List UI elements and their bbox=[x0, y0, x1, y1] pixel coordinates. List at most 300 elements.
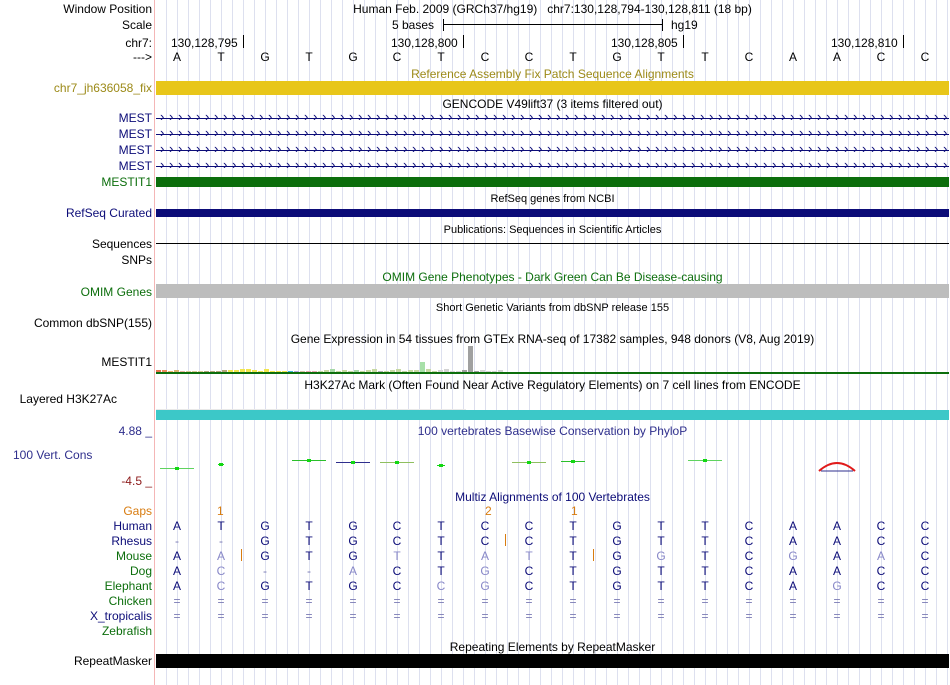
strand-chevron: › bbox=[844, 109, 849, 124]
aligned-base: C bbox=[392, 564, 402, 578]
strand-chevron: › bbox=[511, 125, 516, 140]
strand-chevron: › bbox=[286, 141, 291, 156]
strand-chevron: › bbox=[385, 125, 390, 140]
aligned-base: G bbox=[348, 549, 358, 563]
gencode-label[interactable]: MEST bbox=[118, 159, 152, 173]
aligned-base: C bbox=[392, 534, 402, 548]
aligned-base: G bbox=[348, 534, 358, 548]
strand-chevron: › bbox=[169, 125, 174, 140]
aligned-base: A bbox=[832, 549, 841, 563]
strand-chevron: › bbox=[439, 157, 444, 172]
strand-chevron: › bbox=[574, 109, 579, 124]
gtex-tissue-bar[interactable] bbox=[468, 346, 473, 372]
strand-chevron: › bbox=[358, 141, 363, 156]
strand-chevron: › bbox=[331, 157, 336, 172]
position-tick bbox=[243, 35, 244, 48]
h3k27ac-signal-top bbox=[156, 409, 466, 410]
strand-chevron: › bbox=[565, 109, 570, 124]
strand-chevron: › bbox=[259, 109, 264, 124]
aligned-base: = bbox=[481, 609, 489, 623]
aligned-base: = bbox=[657, 609, 665, 623]
strand-chevron: › bbox=[898, 109, 903, 124]
strand-chevron: › bbox=[412, 141, 417, 156]
strand-chevron: › bbox=[934, 125, 939, 140]
strand-chevron: › bbox=[322, 125, 327, 140]
strand-chevron: › bbox=[682, 141, 687, 156]
strand-chevron: › bbox=[205, 109, 210, 124]
strand-chevron: › bbox=[691, 109, 696, 124]
strand-chevron: › bbox=[160, 109, 165, 124]
aligned-base: = bbox=[173, 609, 181, 623]
strand-chevron: › bbox=[502, 141, 507, 156]
strand-chevron: › bbox=[790, 109, 795, 124]
strand-chevron: › bbox=[925, 141, 930, 156]
strand-chevron: › bbox=[556, 141, 561, 156]
strand-chevron: › bbox=[628, 141, 633, 156]
strand-chevron: › bbox=[754, 157, 759, 172]
strand-chevron: › bbox=[916, 157, 921, 172]
aligned-base: C bbox=[744, 564, 754, 578]
conservation-score-dot bbox=[527, 461, 531, 464]
species-label[interactable]: Mouse bbox=[115, 549, 152, 563]
fix-patch-label[interactable]: chr7_jh636058_fix bbox=[53, 81, 152, 95]
strand-chevron: › bbox=[817, 141, 822, 156]
scale-text: 5 bases bbox=[392, 18, 435, 32]
strand-chevron: › bbox=[520, 141, 525, 156]
species-label[interactable]: Elephant bbox=[104, 579, 152, 593]
strand-chevron: › bbox=[160, 157, 165, 172]
strand-chevron: › bbox=[664, 157, 669, 172]
strand-chevron: › bbox=[799, 141, 804, 156]
strand-chevron: › bbox=[727, 125, 732, 140]
strand-chevron: › bbox=[889, 141, 894, 156]
refseq-feature[interactable] bbox=[156, 209, 949, 217]
strand-chevron: › bbox=[223, 125, 228, 140]
gencode-label[interactable]: MEST bbox=[118, 143, 152, 157]
strand-chevron: › bbox=[421, 125, 426, 140]
strand-chevron: › bbox=[781, 109, 786, 124]
conservation-score-dot bbox=[351, 461, 355, 464]
strand-chevron: › bbox=[844, 125, 849, 140]
gencode-label[interactable]: MEST bbox=[118, 111, 152, 125]
strand-chevron: › bbox=[466, 141, 471, 156]
conservation-negative-arch[interactable] bbox=[817, 459, 857, 475]
strand-chevron: › bbox=[628, 157, 633, 172]
strand-chevron: › bbox=[709, 109, 714, 124]
reference-base: A bbox=[172, 50, 181, 64]
repeatmasker-label[interactable]: RepeatMasker bbox=[73, 654, 152, 668]
aligned-base: = bbox=[349, 594, 357, 608]
strand-chevron: › bbox=[799, 109, 804, 124]
strand-chevron: › bbox=[772, 157, 777, 172]
insertion-marker[interactable] bbox=[241, 549, 242, 561]
strand-chevron: › bbox=[259, 141, 264, 156]
aligned-base: T bbox=[437, 519, 445, 533]
mestit1-feature[interactable] bbox=[156, 177, 949, 187]
strand-chevron: › bbox=[529, 109, 534, 124]
scale-bar-left-tick bbox=[443, 19, 444, 31]
aligned-base: = bbox=[261, 594, 269, 608]
strand-chevron: › bbox=[250, 109, 255, 124]
strand-chevron: › bbox=[412, 157, 417, 172]
strand-chevron: › bbox=[889, 125, 894, 140]
snps-label[interactable]: SNPs bbox=[121, 253, 152, 267]
strand-chevron: › bbox=[637, 157, 642, 172]
aligned-base: = bbox=[305, 594, 313, 608]
dbsnp-title: Short Genetic Variants from dbSNP release 155 bbox=[435, 302, 670, 314]
aligned-base: = bbox=[569, 609, 577, 623]
strand-chevron: › bbox=[808, 125, 813, 140]
omim-feature[interactable] bbox=[156, 284, 949, 298]
gap-count[interactable]: 1 bbox=[217, 504, 224, 518]
strand-chevron: › bbox=[367, 157, 372, 172]
strand-chevron: › bbox=[223, 141, 228, 156]
strand-chevron: › bbox=[466, 157, 471, 172]
aligned-base: C bbox=[876, 579, 886, 593]
h3k27ac-signal[interactable] bbox=[156, 410, 949, 420]
strand-chevron: › bbox=[745, 141, 750, 156]
strand-chevron: › bbox=[673, 109, 678, 124]
strand-chevron: › bbox=[214, 141, 219, 156]
strand-chevron: › bbox=[349, 109, 354, 124]
strand-chevron: › bbox=[403, 109, 408, 124]
strand-chevron: › bbox=[349, 125, 354, 140]
strand-chevron: › bbox=[538, 125, 543, 140]
reference-base: T bbox=[701, 50, 709, 64]
strand-chevron: › bbox=[538, 157, 543, 172]
publications-feature[interactable] bbox=[156, 243, 949, 244]
gtex-tissue-bar[interactable] bbox=[420, 362, 425, 372]
strand-chevron: › bbox=[547, 157, 552, 172]
strand-chevron: › bbox=[763, 125, 768, 140]
reference-base: T bbox=[657, 50, 665, 64]
strand-chevron: › bbox=[700, 157, 705, 172]
aligned-base: T bbox=[701, 534, 709, 548]
strand-chevron: › bbox=[466, 109, 471, 124]
window-position-text[interactable]: Human Feb. 2009 (GRCh37/hg19) chr7:130,128,794-130,128,811 (18 bp) bbox=[353, 2, 752, 16]
strand-chevron: › bbox=[286, 157, 291, 172]
reference-base: T bbox=[437, 50, 445, 64]
aligned-base: = bbox=[921, 609, 929, 623]
conservation-score-dot bbox=[395, 461, 399, 464]
fix-patch-title: Reference Assembly Fix Patch Sequence Alignments bbox=[411, 67, 694, 81]
aligned-base: = bbox=[921, 594, 929, 608]
strand-chevron: › bbox=[268, 109, 273, 124]
aligned-base: A bbox=[172, 549, 181, 563]
strand-chevron: › bbox=[385, 109, 390, 124]
strand-chevron: › bbox=[502, 157, 507, 172]
gtex-label[interactable]: MESTIT1 bbox=[101, 355, 152, 369]
strand-chevron: › bbox=[727, 141, 732, 156]
strand-chevron: › bbox=[862, 157, 867, 172]
strand-chevron: › bbox=[313, 157, 318, 172]
aligned-base: = bbox=[437, 609, 445, 623]
publications-title: Publications: Sequences in Scientific Articles bbox=[443, 224, 662, 236]
strand-chevron: › bbox=[655, 157, 660, 172]
strand-chevron: › bbox=[700, 109, 705, 124]
strand-chevron: › bbox=[826, 141, 831, 156]
strand-chevron: › bbox=[781, 157, 786, 172]
strand-chevron: › bbox=[880, 109, 885, 124]
strand-chevron: › bbox=[826, 125, 831, 140]
strand-chevron: › bbox=[160, 125, 165, 140]
species-label[interactable]: Chicken bbox=[108, 594, 152, 608]
aligned-base: = bbox=[437, 594, 445, 608]
strand-chevron: › bbox=[574, 125, 579, 140]
reference-base: A bbox=[832, 50, 841, 64]
strand-chevron: › bbox=[286, 109, 291, 124]
aligned-base: T bbox=[657, 519, 665, 533]
strand-chevron: › bbox=[538, 141, 543, 156]
reference-base: A bbox=[788, 50, 797, 64]
species-label[interactable]: X_tropicalis bbox=[89, 609, 152, 623]
strand-chevron: › bbox=[304, 141, 309, 156]
position-tick bbox=[683, 35, 684, 48]
conservation-label[interactable]: 100 Vert. Cons bbox=[13, 448, 93, 462]
position-tick-label: 130,128,805 bbox=[611, 36, 678, 50]
aligned-base: C bbox=[920, 549, 930, 563]
strand-chevron: › bbox=[601, 125, 606, 140]
strand-chevron: › bbox=[313, 141, 318, 156]
omim-label[interactable]: OMIM Genes bbox=[80, 285, 152, 299]
aligned-base: A bbox=[216, 549, 225, 563]
species-label[interactable]: Rhesus bbox=[111, 534, 152, 548]
aligned-base: = bbox=[701, 609, 709, 623]
aligned-base: G bbox=[260, 579, 270, 593]
strand-chevron: › bbox=[835, 109, 840, 124]
refseq-label[interactable]: RefSeq Curated bbox=[65, 206, 152, 220]
insertion-marker[interactable] bbox=[505, 534, 506, 546]
aligned-base: = bbox=[613, 594, 621, 608]
strand-chevron: › bbox=[322, 109, 327, 124]
strand-chevron: › bbox=[871, 125, 876, 140]
aligned-base: G bbox=[348, 579, 358, 593]
strand-chevron: › bbox=[205, 157, 210, 172]
conservation-score-dot bbox=[307, 459, 311, 462]
aligned-base: = bbox=[833, 609, 841, 623]
strand-chevron: › bbox=[358, 109, 363, 124]
aligned-base: = bbox=[569, 594, 577, 608]
strand-chevron: › bbox=[682, 157, 687, 172]
strand-chevron: › bbox=[358, 125, 363, 140]
h3k27ac-label[interactable]: Layered H3K27Ac bbox=[19, 392, 117, 406]
aligned-base: T bbox=[569, 519, 577, 533]
strand-chevron: › bbox=[295, 125, 300, 140]
strand-chevron: › bbox=[682, 109, 687, 124]
aligned-base: = bbox=[525, 609, 533, 623]
strand-chevron: › bbox=[817, 109, 822, 124]
strand-chevron: › bbox=[781, 141, 786, 156]
strand-chevron: › bbox=[547, 125, 552, 140]
strand-chevron: › bbox=[772, 141, 777, 156]
strand-chevron: › bbox=[367, 141, 372, 156]
strand-chevron: › bbox=[808, 157, 813, 172]
strand-chevron: › bbox=[340, 157, 345, 172]
mestit1-label[interactable]: MESTIT1 bbox=[101, 175, 152, 189]
strand-chevron: › bbox=[763, 141, 768, 156]
aligned-base: = bbox=[877, 609, 885, 623]
strand-chevron: › bbox=[223, 109, 228, 124]
gencode-label[interactable]: MEST bbox=[118, 127, 152, 141]
strand-chevron: › bbox=[277, 125, 282, 140]
strand-chevron: › bbox=[340, 141, 345, 156]
aligned-base: = bbox=[745, 594, 753, 608]
scale-label: Scale bbox=[121, 18, 152, 32]
strand-chevron: › bbox=[853, 109, 858, 124]
repeatmasker-title: Repeating Elements by RepeatMasker bbox=[449, 640, 656, 654]
strand-chevron: › bbox=[907, 141, 912, 156]
aligned-base: T bbox=[437, 534, 445, 548]
strand-chevron: › bbox=[898, 125, 903, 140]
strand-chevron: › bbox=[376, 125, 381, 140]
strand-chevron: › bbox=[646, 141, 651, 156]
gaps-label[interactable]: Gaps bbox=[123, 504, 152, 518]
strand-chevron: › bbox=[394, 157, 399, 172]
strand-chevron: › bbox=[268, 157, 273, 172]
strand-chevron: › bbox=[439, 109, 444, 124]
strand-chevron: › bbox=[394, 125, 399, 140]
strand-chevron: › bbox=[187, 125, 192, 140]
strand-chevron: › bbox=[304, 109, 309, 124]
position-tick-label: 130,128,795 bbox=[171, 36, 238, 50]
strand-chevron: › bbox=[799, 125, 804, 140]
strand-chevron: › bbox=[196, 157, 201, 172]
strand-chevron: › bbox=[529, 141, 534, 156]
aligned-base: A bbox=[788, 519, 797, 533]
strand-chevron: › bbox=[394, 109, 399, 124]
strand-chevron: › bbox=[214, 157, 219, 172]
strand-chevron: › bbox=[943, 109, 948, 124]
strand-chevron: › bbox=[691, 141, 696, 156]
reference-base: T bbox=[305, 50, 313, 64]
aligned-base: C bbox=[524, 519, 534, 533]
aligned-base: = bbox=[393, 609, 401, 623]
reference-base: C bbox=[920, 50, 930, 64]
reference-base: T bbox=[217, 50, 225, 64]
strand-chevron: › bbox=[484, 157, 489, 172]
strand-chevron: › bbox=[376, 157, 381, 172]
aligned-base: A bbox=[832, 564, 841, 578]
strand-chevron: › bbox=[880, 141, 885, 156]
aligned-base: T bbox=[701, 579, 709, 593]
strand-chevron: › bbox=[628, 125, 633, 140]
strand-chevron: › bbox=[196, 109, 201, 124]
species-label[interactable]: Dog bbox=[129, 564, 152, 578]
dbsnp-label[interactable]: Common dbSNP(155) bbox=[33, 316, 152, 330]
strand-chevron: › bbox=[727, 157, 732, 172]
aligned-base: C bbox=[480, 519, 490, 533]
species-label[interactable]: Human bbox=[113, 519, 152, 533]
strand-chevron: › bbox=[475, 109, 480, 124]
strand-chevron: › bbox=[700, 141, 705, 156]
publications-label[interactable]: Sequences bbox=[91, 237, 152, 251]
strand-chevron: › bbox=[178, 125, 183, 140]
strand-chevron: › bbox=[790, 157, 795, 172]
repeatmasker-feature[interactable] bbox=[156, 654, 949, 668]
strand-chevron: › bbox=[583, 125, 588, 140]
strand-chevron: › bbox=[241, 109, 246, 124]
strand-chevron: › bbox=[601, 141, 606, 156]
strand-chevron: › bbox=[241, 157, 246, 172]
strand-chevron: › bbox=[493, 141, 498, 156]
strand-chevron: › bbox=[466, 125, 471, 140]
strand-chevron: › bbox=[448, 125, 453, 140]
strand-chevron: › bbox=[493, 125, 498, 140]
aligned-base: C bbox=[920, 534, 930, 548]
strand-chevron: › bbox=[160, 141, 165, 156]
aligned-base: A bbox=[172, 519, 181, 533]
strand-chevron: › bbox=[898, 141, 903, 156]
species-label[interactable]: Zebrafish bbox=[101, 624, 152, 638]
strand-chevron: › bbox=[286, 125, 291, 140]
aligned-base: C bbox=[876, 534, 886, 548]
strand-chevron: › bbox=[871, 157, 876, 172]
strand-chevron: › bbox=[232, 157, 237, 172]
strand-chevron: › bbox=[889, 157, 894, 172]
strand-chevron: › bbox=[511, 141, 516, 156]
strand-chevron: › bbox=[907, 157, 912, 172]
insertion-marker[interactable] bbox=[593, 549, 594, 561]
strand-chevron: › bbox=[880, 125, 885, 140]
strand-chevron: › bbox=[367, 109, 372, 124]
aligned-base: C bbox=[524, 579, 534, 593]
strand-chevron: › bbox=[259, 157, 264, 172]
strand-chevron: › bbox=[583, 157, 588, 172]
conservation-score-dot bbox=[703, 459, 707, 462]
strand-chevron: › bbox=[268, 125, 273, 140]
strand-chevron: › bbox=[448, 157, 453, 172]
gap-count[interactable]: 1 bbox=[571, 504, 578, 518]
strand-chevron: › bbox=[295, 141, 300, 156]
strand-chevron: › bbox=[484, 125, 489, 140]
strand-chevron: › bbox=[583, 109, 588, 124]
strand-chevron: › bbox=[349, 157, 354, 172]
aligned-base: C bbox=[524, 534, 534, 548]
position-tick-label: 130,128,810 bbox=[831, 36, 898, 50]
strand-chevron: › bbox=[673, 157, 678, 172]
strand-chevron: › bbox=[178, 141, 183, 156]
aligned-base: A bbox=[172, 564, 181, 578]
strand-chevron: › bbox=[871, 109, 876, 124]
strand-chevron: › bbox=[619, 157, 624, 172]
strand-chevron: › bbox=[907, 125, 912, 140]
fix-patch-feature[interactable] bbox=[156, 81, 949, 95]
reference-base: C bbox=[480, 50, 490, 64]
strand-chevron: › bbox=[610, 157, 615, 172]
aligned-base: A bbox=[788, 564, 797, 578]
aligned-base: G bbox=[612, 579, 622, 593]
h3k27ac-title: H3K27Ac Mark (Often Found Near Active Regulatory Elements) on 7 cell lines from ENCODE bbox=[304, 378, 801, 392]
aligned-base: G bbox=[260, 549, 270, 563]
chrom-label: chr7: bbox=[125, 36, 152, 50]
strand-chevron: › bbox=[277, 141, 282, 156]
strand-chevron: › bbox=[421, 157, 426, 172]
strand-chevron: › bbox=[187, 141, 192, 156]
strand-chevron: › bbox=[736, 141, 741, 156]
strand-chevron: › bbox=[457, 109, 462, 124]
strand-chevron: › bbox=[268, 141, 273, 156]
strand-chevron: › bbox=[637, 125, 642, 140]
strand-chevron: › bbox=[808, 141, 813, 156]
strand-chevron: › bbox=[700, 125, 705, 140]
gap-count[interactable]: 2 bbox=[485, 504, 492, 518]
strand-chevron: › bbox=[205, 141, 210, 156]
strand-chevron: › bbox=[610, 141, 615, 156]
strand-chevron: › bbox=[646, 109, 651, 124]
aligned-base: = bbox=[613, 609, 621, 623]
aligned-base: G bbox=[788, 549, 798, 563]
aligned-base: G bbox=[612, 534, 622, 548]
